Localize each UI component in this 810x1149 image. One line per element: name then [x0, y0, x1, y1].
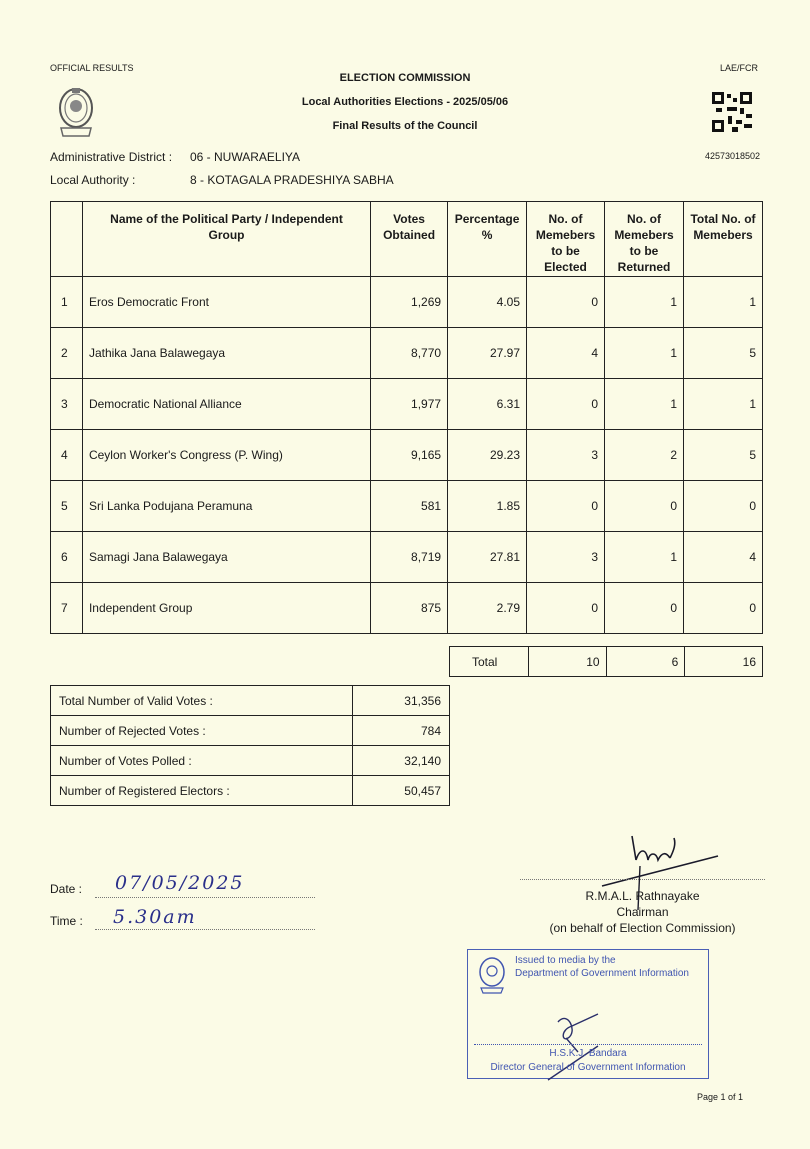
members-elected: 0: [527, 481, 605, 532]
members-elected: 4: [527, 328, 605, 379]
table-row: [51, 277, 763, 328]
header-elected: No. of Memebers to be Elected: [527, 202, 605, 277]
totals-elected: 10: [528, 647, 606, 677]
row-index: 2: [51, 328, 83, 379]
members-returned: 2: [605, 430, 684, 481]
totals-row: [450, 647, 763, 677]
votes-obtained: 875: [371, 583, 448, 634]
district-value: 06 - NUWARAELIYA: [190, 150, 301, 164]
authority-label: Local Authority :: [50, 173, 136, 187]
stamp-dotted-line: [474, 1044, 702, 1045]
district-label: Administrative District :: [50, 150, 173, 164]
stamp-emblem-icon: [476, 956, 508, 994]
members-total: 1: [684, 379, 763, 430]
results-subtitle: Final Results of the Council: [332, 120, 478, 132]
members-returned: 1: [605, 532, 684, 583]
election-title: Local Authorities Elections - 2025/05/06: [301, 96, 509, 108]
members-returned: 0: [605, 583, 684, 634]
page-number: Page 1 of 1: [697, 1092, 744, 1102]
time-dotted-line: [95, 929, 315, 930]
party-name: Sri Lanka Podujana Peramuna: [82, 481, 370, 532]
members-total: 0: [684, 583, 763, 634]
table-row: [51, 481, 763, 532]
vote-summary-table: [50, 685, 450, 806]
summary-row: [51, 776, 450, 806]
votes-obtained: 9,165: [371, 430, 448, 481]
header-party-name: Name of the Political Party / Independent Group: [82, 202, 370, 277]
table-header-row: [51, 202, 763, 277]
signature-dotted-line: [520, 879, 765, 880]
row-index: 1: [51, 277, 83, 328]
header-total-members: Total No. of Memebers: [684, 202, 763, 277]
table-row: [51, 583, 763, 634]
vote-percentage: 27.97: [448, 328, 527, 379]
vote-percentage: 1.85: [448, 481, 527, 532]
members-elected: 0: [527, 379, 605, 430]
vote-percentage: 4.05: [448, 277, 527, 328]
table-row: [51, 430, 763, 481]
vote-percentage: 2.79: [448, 583, 527, 634]
members-total: 0: [684, 481, 763, 532]
party-name: Jathika Jana Balawegaya: [82, 328, 370, 379]
summary-label: Number of Registered Electors :: [51, 776, 353, 806]
stamp-line-2: Department of Government Information: [515, 968, 689, 979]
members-returned: 1: [605, 328, 684, 379]
qr-code-icon: [712, 92, 752, 132]
party-name: Eros Democratic Front: [82, 277, 370, 328]
official-results-label: OFFICIAL RESULTS: [50, 63, 134, 73]
chairman-name: R.M.A.L. Rathnayake: [585, 889, 700, 903]
party-name: Democratic National Alliance: [82, 379, 370, 430]
totals-members: 16: [685, 647, 763, 677]
commission-title: ELECTION COMMISSION: [339, 72, 471, 84]
director-title: Director General of Government Information: [490, 1062, 686, 1073]
national-emblem-icon: [55, 84, 97, 140]
members-elected: 3: [527, 430, 605, 481]
votes-obtained: 1,977: [371, 379, 448, 430]
votes-obtained: 581: [371, 481, 448, 532]
summary-label: Total Number of Valid Votes :: [51, 686, 353, 716]
time-handwritten: 5.30am: [113, 906, 197, 928]
members-elected: 0: [527, 583, 605, 634]
issued-to-media-stamp: [467, 949, 709, 1079]
authority-value: 8 - KOTAGALA PRADESHIYA SABHA: [190, 173, 394, 187]
header-index: [51, 202, 83, 277]
document-number: 42573018502: [705, 151, 761, 161]
members-total: 4: [684, 532, 763, 583]
votes-obtained: 8,770: [371, 328, 448, 379]
vote-percentage: 6.31: [448, 379, 527, 430]
summary-label: Number of Votes Polled :: [51, 746, 353, 776]
results-table: [50, 201, 763, 634]
members-total: 5: [684, 328, 763, 379]
stamp-line-1: Issued to media by the: [515, 955, 616, 966]
summary-value: 50,457: [353, 776, 450, 806]
row-index: 5: [51, 481, 83, 532]
time-label: Time :: [50, 914, 83, 928]
row-index: 4: [51, 430, 83, 481]
row-index: 6: [51, 532, 83, 583]
party-name: Samagi Jana Balawegaya: [82, 532, 370, 583]
votes-obtained: 8,719: [371, 532, 448, 583]
table-row: [51, 532, 763, 583]
totals-returned: 6: [606, 647, 685, 677]
header-votes: Votes Obtained: [371, 202, 448, 277]
chairman-title: Chairman: [616, 905, 669, 919]
director-name: H.S.K.J. Bandara: [549, 1048, 627, 1059]
totals-label: Total: [450, 647, 529, 677]
party-name: Independent Group: [82, 583, 370, 634]
members-returned: 1: [605, 277, 684, 328]
row-index: 3: [51, 379, 83, 430]
votes-obtained: 1,269: [371, 277, 448, 328]
summary-value: 32,140: [353, 746, 450, 776]
summary-row: [51, 686, 450, 716]
chairman-behalf: (on behalf of Election Commission): [549, 921, 736, 935]
header-returned: No. of Memebers to be Returned: [605, 202, 684, 277]
members-returned: 0: [605, 481, 684, 532]
members-elected: 3: [527, 532, 605, 583]
summary-row: [51, 716, 450, 746]
date-dotted-line: [95, 897, 315, 898]
totals-table: [449, 646, 763, 677]
header-percentage: Percentage %: [448, 202, 527, 277]
members-returned: 1: [605, 379, 684, 430]
vote-percentage: 27.81: [448, 532, 527, 583]
table-row: [51, 379, 763, 430]
party-name: Ceylon Worker's Congress (P. Wing): [82, 430, 370, 481]
members-total: 1: [684, 277, 763, 328]
summary-value: 784: [353, 716, 450, 746]
summary-value: 31,356: [353, 686, 450, 716]
date-label: Date :: [50, 882, 83, 896]
vote-percentage: 29.23: [448, 430, 527, 481]
row-index: 7: [51, 583, 83, 634]
members-elected: 0: [527, 277, 605, 328]
summary-label: Number of Rejected Votes :: [51, 716, 353, 746]
form-code: LAE/FCR: [720, 63, 759, 73]
summary-row: [51, 746, 450, 776]
table-row: [51, 328, 763, 379]
date-handwritten: 07/05/2025: [115, 872, 245, 894]
members-total: 5: [684, 430, 763, 481]
